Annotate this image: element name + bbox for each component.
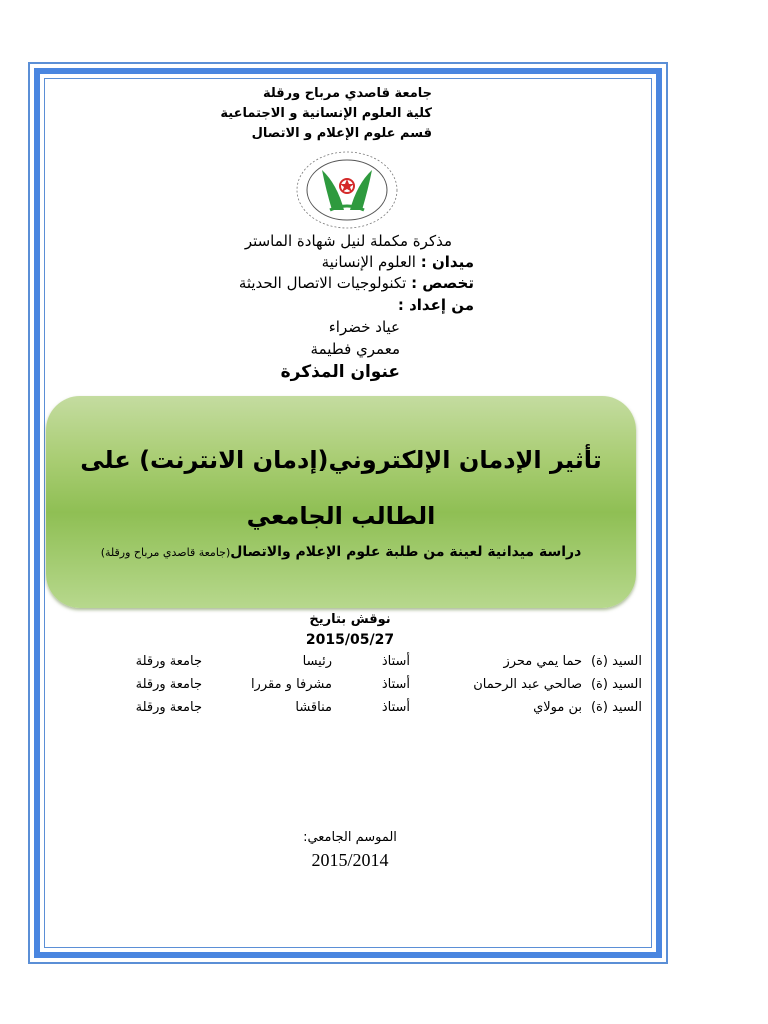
jury-rank: أستاذ	[381, 677, 410, 692]
specialty-label: تخصص :	[411, 274, 474, 292]
thesis-subtitle-line	[60, 544, 622, 560]
jury-name: حما يمي محرز	[503, 654, 582, 669]
jury-name: بن مولاي	[533, 700, 582, 715]
university-name: جامعة قاصدي مرباح ورقلة	[262, 86, 432, 101]
university-logo-icon	[292, 150, 402, 230]
jury-role: رئيسا	[302, 654, 332, 669]
jury-row	[60, 654, 642, 674]
field-value: العلوم الإنسانية	[321, 253, 421, 271]
jury-row	[60, 677, 642, 697]
author-2: معمري فطيمة	[310, 340, 400, 358]
prepared-by-label: من إعداد :	[397, 296, 474, 314]
jury-university: جامعة ورقلة	[135, 654, 202, 669]
jury-name: صالحي عبد الرحمان	[473, 677, 582, 692]
jury-rank: أستاذ	[381, 700, 410, 715]
degree-line: مذكرة مكملة لنيل شهادة الماستر	[244, 232, 452, 250]
department-name: قسم علوم الإعلام و الاتصال	[251, 126, 432, 141]
jury-university: جامعة ورقلة	[135, 677, 202, 692]
jury-university: جامعة ورقلة	[135, 700, 202, 715]
jury-title: السيد (ة)	[590, 677, 642, 692]
jury-rank: أستاذ	[381, 654, 410, 669]
jury-title: السيد (ة)	[590, 700, 642, 715]
jury-role: مناقشا	[295, 700, 332, 715]
field-label: ميدان :	[420, 253, 474, 271]
field-line	[322, 253, 474, 271]
specialty-line	[239, 274, 474, 292]
discussion-label: نوقش بتاريخ	[309, 612, 391, 627]
thesis-title-label: عنوان المذكرة	[280, 362, 400, 382]
thesis-subtitle: دراسة ميدانية لعينة من طلبة علوم الإعلام والاتصال	[230, 544, 582, 560]
discussion-date: 2015/05/27	[305, 632, 395, 648]
jury-title: السيد (ة)	[590, 654, 642, 669]
thesis-main-title: تأثير الإدمان الإلكتروني(إدمان الانترنت) على الطالب الجامعي	[80, 446, 602, 530]
season-label: الموسم الجامعي:	[303, 830, 397, 845]
specialty-value: تكنولوجيات الاتصال الحديثة	[238, 274, 412, 292]
season-years: 2015/2014	[311, 850, 389, 870]
author-1: عياد خضراء	[328, 318, 400, 336]
jury-role: مشرفا و مقررا	[250, 677, 332, 692]
faculty-name: كلية العلوم الإنسانية و الاجتماعية	[220, 106, 432, 121]
thesis-subtitle-location: (جامعة قاصدي مرباح ورقلة)	[100, 546, 231, 559]
jury-row	[60, 700, 642, 720]
